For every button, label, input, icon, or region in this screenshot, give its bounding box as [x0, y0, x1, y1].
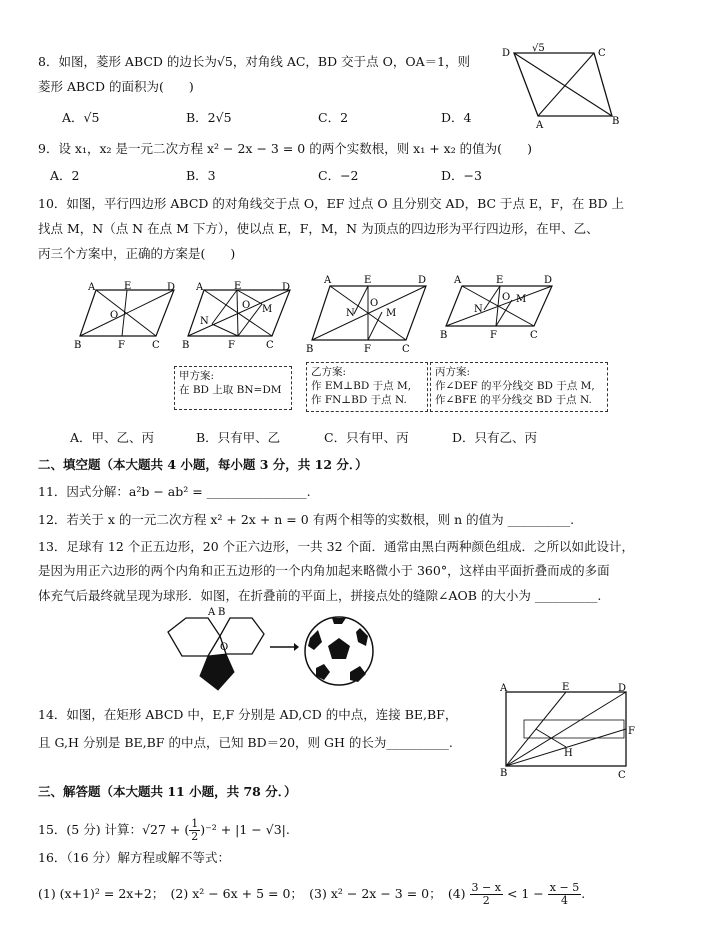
q16-frac2-num: x − 5	[549, 881, 580, 894]
svg-text:C: C	[402, 344, 410, 355]
q8-option-b: B．2√5	[186, 110, 232, 125]
svg-text:D: D	[167, 282, 176, 293]
q8-option-a: A．√5	[62, 110, 100, 125]
q9-option-a: A．2	[50, 168, 80, 183]
svg-text:A: A	[196, 282, 204, 293]
q14-label-b: B	[500, 768, 508, 779]
plan-jia-text: 在 BD 上取 BN=DM	[179, 384, 282, 396]
q16-frac2-den: 4	[560, 894, 568, 907]
q14-label-d: D	[618, 683, 627, 694]
svg-text:E: E	[496, 275, 504, 286]
q15-frac-den: 2	[191, 830, 199, 843]
q10-stem-line1: 10．如图，平行四边形 ABCD 的对角线交于点 O，EF 过点 O 且分别交 AD，BC 于点 E，F，在 BD 上	[38, 196, 624, 211]
q15-expr-b: )⁻² + |1 − √3|.	[200, 822, 290, 837]
q10-figure-2	[182, 280, 294, 352]
q8-option-c: C．2	[318, 110, 349, 125]
soccer-ball-icon	[302, 614, 376, 688]
svg-text:F: F	[228, 340, 235, 351]
q14-stem-line1: 14．如图，在矩形 ABCD 中，E,F 分别是 AD,CD 的中点，连接 BE,BF，	[38, 707, 458, 722]
q16-frac1-num: 3 − x	[471, 881, 501, 894]
q15	[38, 818, 290, 843]
svg-text:D: D	[282, 282, 291, 293]
svg-text:C: C	[530, 330, 538, 341]
q8-stem-line1: 8．如图，菱形 ABCD 的边长为√5，对角线 AC，BD 交于点 O，OA＝1，则	[38, 54, 471, 69]
svg-text:F: F	[490, 330, 497, 341]
q10-option-c: C．只有甲、丙	[324, 430, 409, 445]
section-3-heading: 三、解答题（本大题共 11 小题，共 78 分．）	[38, 784, 297, 799]
q14-label-a: A	[500, 683, 508, 694]
q8-label-d: D	[502, 48, 511, 59]
q16-fraction-1	[470, 882, 503, 907]
q10-option-b: B．只有甲、乙	[196, 430, 281, 445]
q13-stem-line3: 体充气后最终就呈现为球形．如图，在折叠前的平面上，拼接点处的缝隙∠AOB 的大小为 __________.	[38, 588, 602, 603]
svg-text:B: B	[182, 340, 190, 351]
q10-option-d: D．只有乙、丙	[452, 430, 538, 445]
svg-text:N: N	[474, 304, 483, 315]
svg-text:B: B	[440, 330, 448, 341]
plan-bing-line2: 作∠BFE 的平分线交 BD 于点 N.	[435, 394, 592, 406]
q8-label-top: √5	[532, 43, 545, 54]
q9-option-c: C．−2	[318, 168, 359, 183]
q14-stem-line2: 且 G,H 分别是 BE,BF 的中点，已知 BD＝20，则 GH 的长为__________.	[38, 735, 453, 750]
q13-arrow-icon	[268, 640, 300, 654]
q14-label-e: E	[562, 682, 570, 693]
q16-fraction-2	[548, 882, 581, 907]
plan-yi-title: 乙方案:	[311, 366, 347, 378]
q8-option-d: D．4	[441, 110, 472, 125]
q12: 12．若关于 x 的一元二次方程 x² + 2x + n = 0 有两个相等的实数根，则 n 的值为 __________.	[38, 512, 575, 527]
svg-text:F: F	[118, 340, 125, 351]
svg-text:N: N	[346, 308, 355, 319]
q16-heading: 16．（16 分）解方程或解不等式：	[38, 850, 231, 865]
plan-yi-line2: 作 FN⊥BD 于点 N.	[311, 394, 407, 406]
q8-label-a: A	[536, 120, 544, 128]
plan-bing-line1: 作∠DEF 的平分线交 BD 于点 M,	[435, 380, 595, 392]
svg-text:F: F	[364, 344, 371, 355]
q13-stem-line1: 13．足球有 12 个正五边形，20 个正六边形，一共 32 个面．通常由黑白两种颜色组成．之所以如此设计，	[38, 539, 634, 554]
q16-end: .	[581, 886, 586, 901]
q15-expr-a: √27 + (	[142, 822, 190, 837]
q14-label-c: C	[618, 770, 626, 780]
q8-stem-line2: 菱形 ABCD 的面积为( )	[38, 79, 194, 94]
svg-text:E: E	[364, 275, 372, 286]
q16-items	[38, 882, 585, 907]
q15-fraction	[189, 818, 200, 843]
q10-plan-yi	[306, 362, 428, 412]
q10-figure-1	[74, 280, 182, 352]
q14-rectangle-figure	[496, 682, 642, 780]
svg-text:M: M	[262, 304, 273, 315]
svg-text:A: A	[454, 275, 462, 286]
svg-text:E: E	[234, 281, 242, 292]
svg-text:D: D	[418, 275, 427, 286]
svg-text:E: E	[124, 281, 132, 292]
q16-frac1-den: 2	[482, 894, 490, 907]
plan-yi-line1: 作 EM⊥BD 于点 M,	[311, 380, 412, 392]
svg-text:C: C	[152, 340, 160, 351]
q13-label-a: A	[208, 607, 216, 618]
q10-figure-4	[440, 270, 558, 342]
q13-label-o: O	[220, 642, 229, 653]
q14-label-h: H	[564, 748, 573, 759]
q16-items-text: (1) (x+1)² = 2x+2； (2) x² − 6x + 5 = 0； (3) x² − 2x − 3 = 0； (4)	[38, 886, 466, 901]
q9-option-b: B．3	[186, 168, 216, 183]
svg-text:O: O	[502, 292, 511, 303]
svg-text:B: B	[306, 344, 314, 355]
q8-label-c: C	[598, 48, 606, 59]
svg-text:N: N	[200, 316, 209, 327]
q15-frac-num: 1	[191, 817, 199, 830]
q10-option-a: A．甲、乙、丙	[70, 430, 155, 445]
svg-text:A: A	[88, 282, 96, 293]
svg-text:O: O	[242, 300, 251, 311]
q16-mid: < 1 −	[506, 886, 544, 901]
q15-prefix: 15．(5 分) 计算：	[38, 822, 143, 837]
q14-label-f: F	[628, 726, 635, 737]
q10-stem-line3: 丙三个方案中，正确的方案是( )	[38, 246, 236, 261]
svg-text:M: M	[386, 308, 397, 319]
q10-stem-line2: 找点 M，N（点 N 在点 M 下方），使以点 E，F，M，N 为顶点的四边形为平行四边形，在甲、乙、	[38, 221, 599, 236]
svg-text:D: D	[544, 275, 553, 286]
q9-stem: 9．设 x₁，x₂ 是一元二次方程 x² − 2x − 3 = 0 的两个实数根，则 x₁ + x₂ 的值为( )	[38, 141, 532, 156]
plan-jia-title: 甲方案:	[179, 370, 215, 382]
section-2-heading: 二、填空题（本大题共 4 小题，每小题 3 分，共 12 分．）	[38, 457, 368, 472]
svg-text:C: C	[266, 340, 274, 351]
q13-label-b: B	[218, 607, 226, 618]
q11: 11．因式分解：a²b − ab² = ________________.	[38, 484, 311, 499]
plan-bing-title: 丙方案:	[435, 366, 471, 378]
q10-plan-jia	[174, 366, 292, 410]
q13-stem-line2: 是因为用正六边形的两个内角和正五边形的一个内角加起来略微小于 360°，这样由平面折叠而成的多面	[38, 563, 610, 578]
svg-text:O: O	[370, 298, 379, 309]
q10-figure-3	[306, 270, 430, 356]
q9-option-d: D．−3	[441, 168, 482, 183]
svg-text:A: A	[324, 275, 332, 286]
svg-text:M: M	[516, 294, 527, 305]
svg-text:B: B	[74, 340, 82, 351]
svg-text:O: O	[110, 310, 119, 321]
q10-plan-bing	[430, 362, 608, 412]
q8-rhombus-figure	[498, 40, 628, 128]
q8-label-b: B	[612, 116, 620, 127]
